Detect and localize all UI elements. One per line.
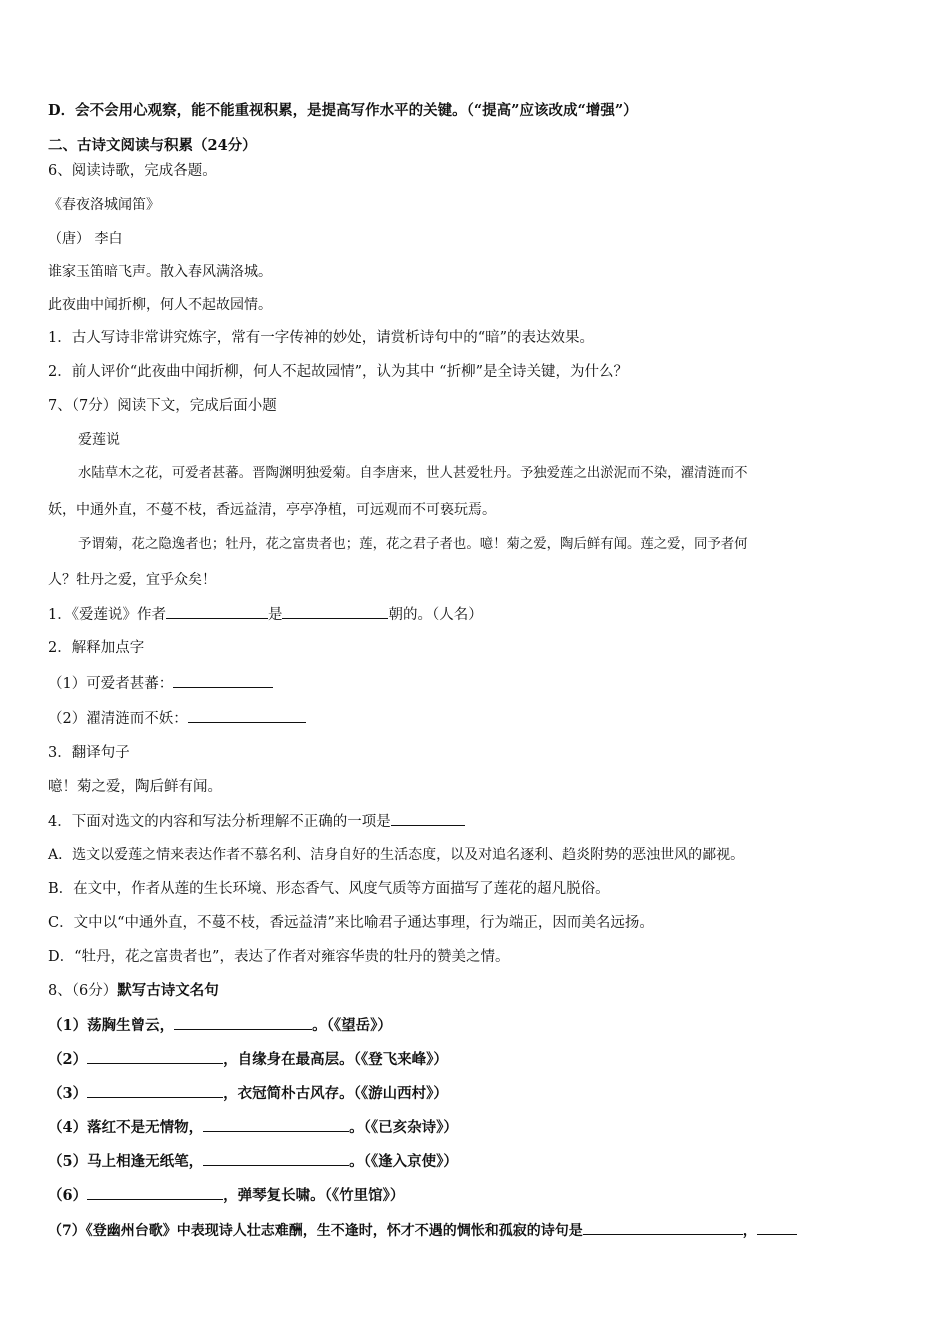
answer-blank[interactable] — [188, 708, 306, 723]
question-8-1 — [48, 1015, 906, 1036]
answer-blank[interactable] — [757, 1220, 797, 1235]
answer-blank[interactable] — [391, 811, 465, 826]
question-7: 7、（7分）阅读下文，完成后面小题 — [48, 398, 277, 414]
essay-paragraph-1a: 水陆草木之花，可爱者甚蕃。晋陶渊明独爱菊。自李唐来，世人甚爱牡丹。予独爱莲之出淤泥而不染，濯清涟而不 — [78, 466, 748, 481]
answer-blank[interactable] — [203, 1151, 349, 1166]
poem-line-2: 此夜曲中闻折柳，何人不起故园情。 — [48, 297, 272, 313]
q8-5-prefix: （5）马上相逢无纸笔， — [48, 1153, 204, 1170]
section-heading: 二、古诗文阅读与积累（24分） — [48, 137, 257, 154]
answer-blank[interactable] — [282, 604, 388, 619]
answer-blank[interactable] — [87, 1185, 223, 1200]
q7-1-mid: 是 — [267, 607, 283, 623]
q7-1-suffix: 朝的。（人名） — [388, 607, 483, 623]
q8-title: 默写古诗文名句 — [117, 982, 219, 999]
question-8-6 — [48, 1185, 906, 1206]
poem-title: 《春夜洛城闻笛》 — [48, 197, 160, 213]
q7-1-prefix: 1．《爱莲说》作者 — [48, 607, 166, 623]
q8-3-prefix: （3） — [48, 1085, 88, 1102]
option-d-line: D．会不会用心观察，能不能重视积累，是提高写作水平的关键。（“提高”应该改成“增强”） — [48, 102, 638, 119]
q8-3-suffix: ，衣冠简朴古风存。（《游山西村》） — [223, 1085, 448, 1102]
question-7-3-sentence: 噫！菊之爱，陶后鲜有闻。 — [48, 779, 222, 795]
question-7-2-1 — [48, 673, 906, 694]
question-7-2: 2．解释加点字 — [48, 640, 145, 656]
question-8 — [48, 981, 906, 1001]
answer-blank[interactable] — [203, 1117, 349, 1132]
poem-line-1: 谁家玉笛暗飞声。散入春风满洛城。 — [48, 264, 272, 280]
question-8-2 — [48, 1049, 906, 1070]
question-6-1: 1．古人写诗非常讲究炼字，常有一字传神的妙处，请赏析诗句中的“暗”的表达效果。 — [48, 330, 595, 346]
essay-paragraph-2a: 予谓菊，花之隐逸者也；牡丹，花之富贵者也；莲，花之君子者也。噫！菊之爱，陶后鲜有闻。莲之爱，同予者何 — [78, 537, 748, 552]
answer-blank[interactable] — [174, 1015, 312, 1030]
question-7-2-2 — [48, 708, 906, 729]
question-8-7 — [48, 1220, 906, 1241]
answer-blank[interactable] — [583, 1220, 743, 1235]
q8-4-prefix: （4）落红不是无情物， — [48, 1119, 204, 1136]
q8-number: 8、（6分） — [48, 983, 118, 999]
question-8-5 — [48, 1151, 906, 1172]
q8-4-suffix: 。（《已亥杂诗》） — [349, 1119, 458, 1136]
option-b: B．在文中，作者从莲的生长环境、形态香气、风度气质等方面描写了莲花的超凡脱俗。 — [48, 881, 610, 897]
option-c: C．文中以“中通外直，不蔓不枝，香远益清”来比喻君子通达事理，行为端正，因而美名远扬。 — [48, 915, 654, 931]
essay-paragraph-1b: 妖，中通外直，不蔓不枝，香远益清，亭亭净植，可远观而不可亵玩焉。 — [48, 502, 496, 518]
answer-blank[interactable] — [173, 673, 273, 688]
q8-5-suffix: 。（《逢入京使》） — [349, 1153, 458, 1170]
question-7-1 — [48, 604, 906, 625]
q8-2-suffix: ，自缘身在最高层。（《登飞来峰》） — [223, 1051, 448, 1068]
answer-blank[interactable] — [87, 1083, 223, 1098]
q8-7-comma: ， — [742, 1223, 757, 1239]
answer-blank[interactable] — [87, 1049, 223, 1064]
q7-4-label: 4．下面对选文的内容和写法分析理解不正确的一项是 — [48, 814, 391, 830]
option-d: D．“牡丹，花之富贵者也”，表达了作者对雍容华贵的牡丹的赞美之情。 — [48, 949, 510, 965]
question-6: 6、阅读诗歌，完成各题。 — [48, 163, 217, 179]
essay-title: 爱莲说 — [78, 432, 120, 448]
question-7-4 — [48, 811, 906, 832]
q8-7-prefix: （7）《登幽州台歌》中表现诗人壮志难酬，生不逢时，怀才不遇的惆怅和孤寂的诗句是 — [48, 1223, 583, 1239]
question-8-3 — [48, 1083, 906, 1104]
question-7-3: 3．翻译句子 — [48, 745, 130, 761]
q8-6-suffix: ，弹琴复长啸。（《竹里馆》） — [223, 1187, 405, 1204]
answer-blank[interactable] — [166, 604, 268, 619]
q8-2-prefix: （2） — [48, 1051, 88, 1068]
poem-author: （唐） 李白 — [48, 231, 123, 247]
essay-paragraph-2b: 人？牡丹之爱，宜乎众矣！ — [48, 572, 216, 588]
q7-2-1-label: （1）可爱者甚蕃： — [48, 676, 174, 692]
q7-2-2-label: （2）濯清涟而不妖： — [48, 711, 188, 727]
question-8-4 — [48, 1117, 906, 1138]
question-6-2: 2．前人评价“此夜曲中闻折柳，何人不起故园情”，认为其中 “折柳”是全诗关键，为什么？ — [48, 364, 628, 380]
q8-6-prefix: （6） — [48, 1187, 88, 1204]
q8-1-prefix: （1）荡胸生曾云， — [48, 1017, 175, 1034]
q8-1-suffix: 。（《望岳》） — [312, 1017, 392, 1034]
option-a: A．选文以爱莲之情来表达作者不慕名利、洁身自好的生活态度，以及对追名逐利、趋炎附势的恶浊世风的鄙视。 — [48, 847, 745, 863]
